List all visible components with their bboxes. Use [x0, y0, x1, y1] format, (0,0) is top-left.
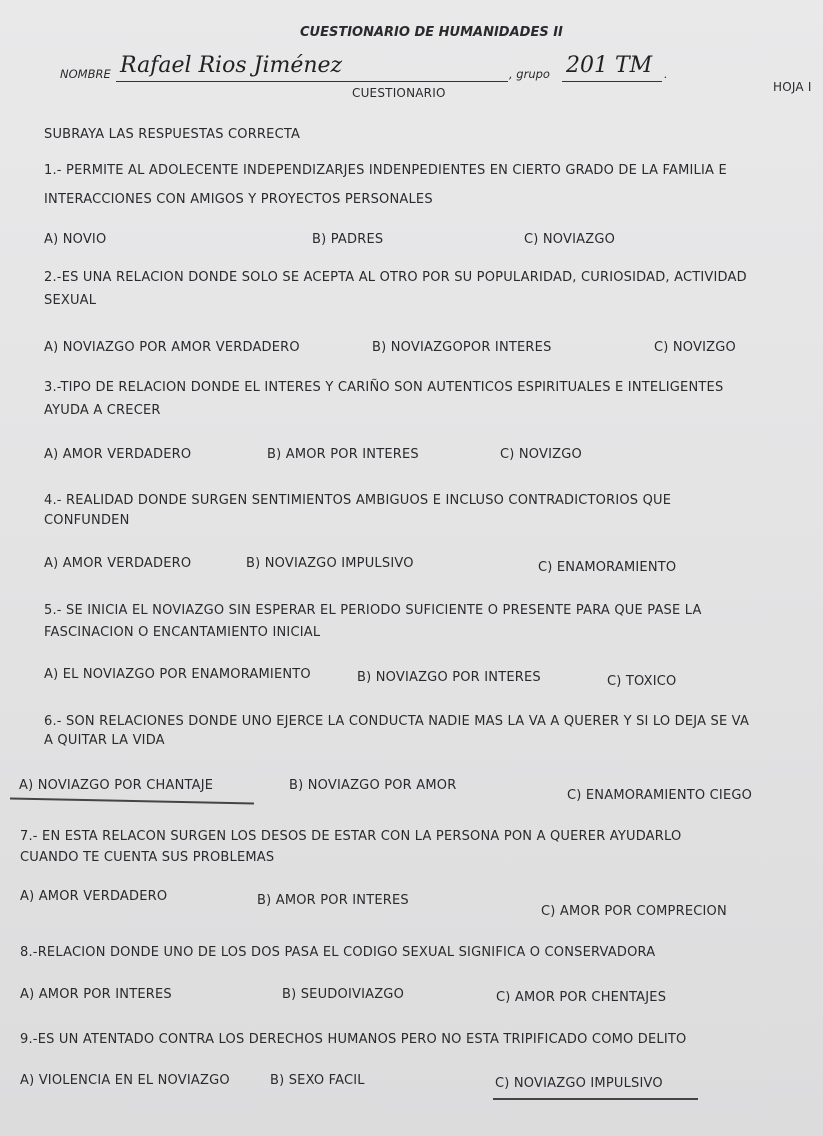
question-4-line-1: 4.- REALIDAD DONDE SURGEN SENTIMIENTOS AMBIGUOS E INCLUSO CONTRADICTORIOS QUE — [44, 493, 672, 508]
question-1-line-2: INTERACCIONES CON AMIGOS Y PROYECTOS PERSONALES — [44, 192, 433, 207]
question-9-option-c: C) NOVIAZGO IMPULSIVO — [495, 1076, 663, 1091]
question-8-line-1: 8.-RELACION DONDE UNO DE LOS DOS PASA EL CODIGO SEXUAL SIGNIFICA O CONSERVADORA — [20, 945, 656, 960]
group-end: . — [664, 67, 668, 81]
name-label: NOMBRE — [60, 67, 111, 81]
question-7-option-b: B) AMOR POR INTERES — [257, 893, 409, 908]
answer-underline-6 — [10, 797, 254, 804]
question-7-option-c: C) AMOR POR COMPRECION — [541, 904, 727, 919]
question-7-option-a: A) AMOR VERDADERO — [20, 889, 168, 904]
question-9-option-a: A) VIOLENCIA EN EL NOVIAZGO — [20, 1073, 230, 1088]
answer-underline-9 — [493, 1098, 698, 1100]
question-5-line-2: FASCINACION O ENCANTAMIENTO INICIAL — [44, 625, 321, 640]
question-8-option-a: A) AMOR POR INTERES — [20, 987, 172, 1002]
question-3-line-1: 3.-TIPO DE RELACION DONDE EL INTERES Y CARIÑO SON AUTENTICOS ESPIRITUALES E INTELIGENTES — [44, 380, 724, 395]
question-9-option-b: B) SEXO FACIL — [270, 1073, 365, 1088]
question-1-option-a: A) NOVIO — [44, 232, 107, 247]
group-value: 201 TM — [566, 53, 653, 78]
question-5-option-a: A) EL NOVIAZGO POR ENAMORAMIENTO — [44, 667, 311, 682]
group-underline — [562, 81, 662, 82]
question-2-line-2: SEXUAL — [44, 293, 97, 308]
question-4-line-2: CONFUNDEN — [44, 513, 130, 528]
question-6-line-1: 6.- SON RELACIONES DONDE UNO EJERCE LA CONDUCTA NADIE MAS LA VA A QUERER Y SI LO DEJA SE VA — [44, 714, 750, 729]
question-4-option-c: C) ENAMORAMIENTO — [538, 560, 677, 575]
question-3-line-2: AYUDA A CRECER — [44, 403, 161, 418]
question-5-line-1: 5.- SE INICIA EL NOVIAZGO SIN ESPERAR EL PERIODO SUFICIENTE O PRESENTE PARA QUE PASE LA — [44, 603, 702, 618]
question-7-line-2: CUANDO TE CUENTA SUS PROBLEMAS — [20, 850, 275, 865]
name-value: Rafael Rios Jiménez — [120, 53, 343, 78]
sheet-number: HOJA I — [773, 80, 812, 94]
question-4-option-a: A) AMOR VERDADERO — [44, 556, 192, 571]
instruction: SUBRAYA LAS RESPUESTAS CORRECTA — [44, 127, 301, 142]
document-title: CUESTIONARIO DE HUMANIDADES II — [300, 25, 563, 40]
question-2-option-a: A) NOVIAZGO POR AMOR VERDADERO — [44, 340, 300, 355]
question-3-option-b: B) AMOR POR INTERES — [267, 447, 419, 462]
question-5-option-b: B) NOVIAZGO POR INTERES — [357, 670, 541, 685]
question-9-line-1: 9.-ES UN ATENTADO CONTRA LOS DERECHOS HUMANOS PERO NO ESTA TRIPIFICADO COMO DELITO — [20, 1032, 687, 1047]
question-1-option-c: C) NOVIAZGO — [524, 232, 616, 247]
question-8-option-b: B) SEUDOIVIAZGO — [282, 987, 405, 1002]
question-2-option-b: B) NOVIAZGOPOR INTERES — [372, 340, 552, 355]
question-2-line-1: 2.-ES UNA RELACION DONDE SOLO SE ACEPTA AL OTRO POR SU POPULARIDAD, CURIOSIDAD, ACTIVIDAD — [44, 270, 747, 285]
subtitle: CUESTIONARIO — [352, 86, 446, 100]
question-6-option-a: A) NOVIAZGO POR CHANTAJE — [19, 778, 214, 793]
question-2-option-c: C) NOVIZGO — [654, 340, 736, 355]
question-3-option-c: C) NOVIZGO — [500, 447, 582, 462]
question-5-option-c: C) TOXICO — [607, 674, 677, 689]
question-6-option-b: B) NOVIAZGO POR AMOR — [289, 778, 457, 793]
question-6-option-c: C) ENAMORAMIENTO CIEGO — [567, 788, 753, 803]
question-8-option-c: C) AMOR POR CHENTAJES — [496, 990, 667, 1005]
group-label: , grupo — [509, 67, 550, 81]
name-underline — [116, 81, 508, 82]
question-3-option-a: A) AMOR VERDADERO — [44, 447, 192, 462]
question-7-line-1: 7.- EN ESTA RELACON SURGEN LOS DESOS DE ESTAR CON LA PERSONA PON A QUERER AYUDARLO — [20, 829, 682, 844]
question-1-option-b: B) PADRES — [312, 232, 384, 247]
question-1-line-1: 1.- PERMITE AL ADOLECENTE INDEPENDIZARJES INDENPEDIENTES EN CIERTO GRADO DE LA FAMILIA E — [44, 163, 727, 178]
question-6-line-2: A QUITAR LA VIDA — [44, 733, 165, 748]
question-4-option-b: B) NOVIAZGO IMPULSIVO — [246, 556, 414, 571]
